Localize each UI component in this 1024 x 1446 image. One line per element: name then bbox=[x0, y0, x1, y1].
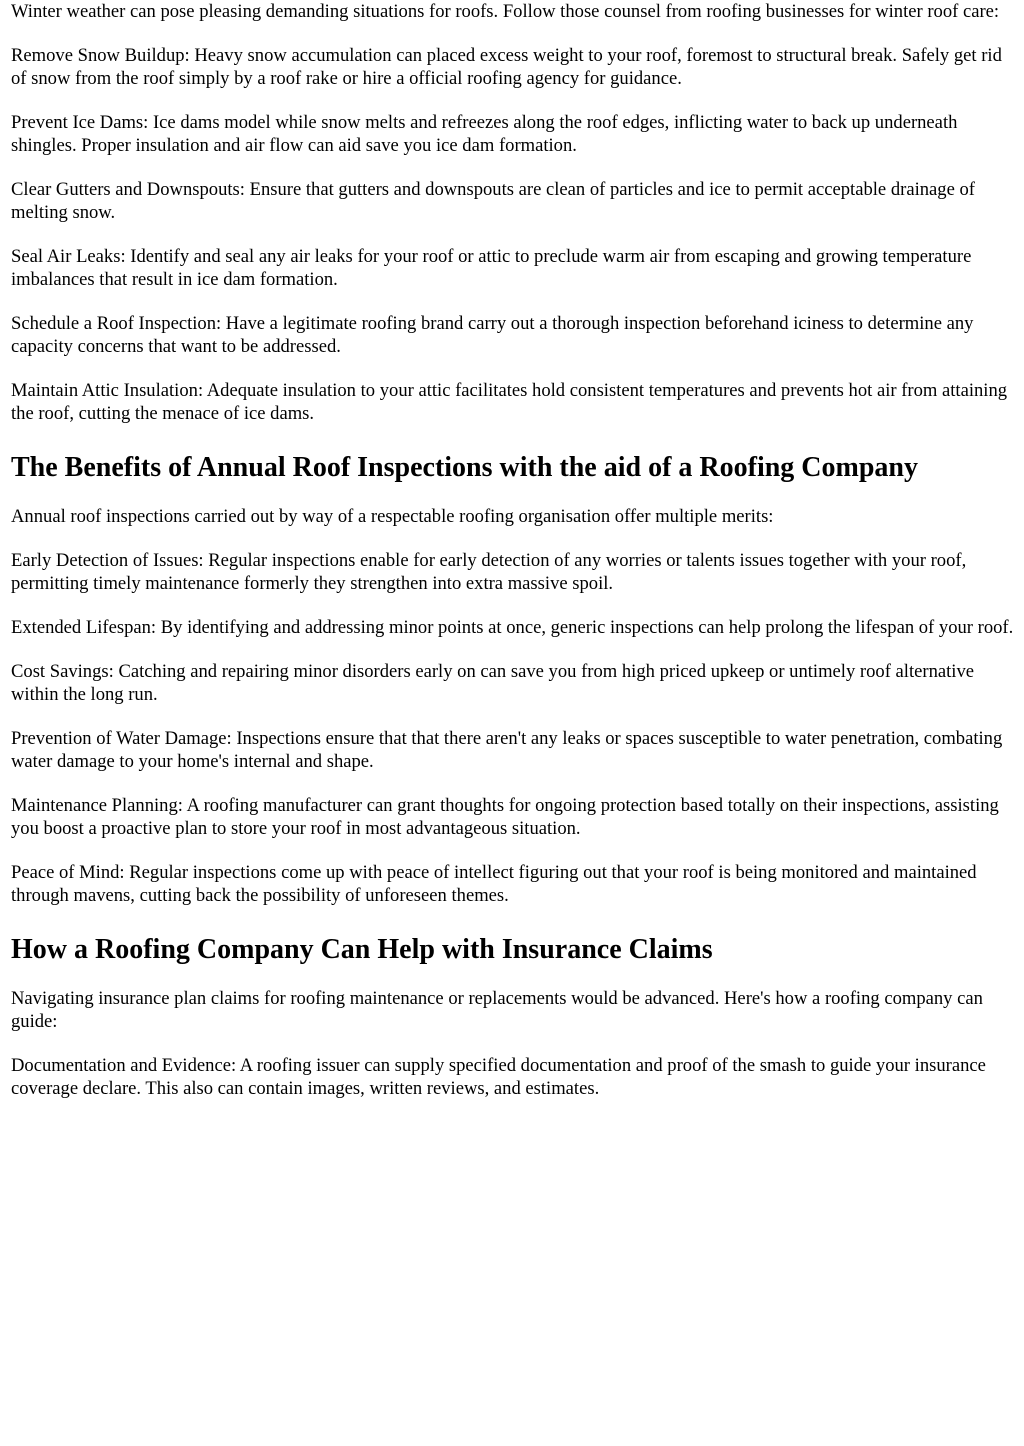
paragraph-early-detection: Early Detection of Issues: Regular inspections enable for early detection of any worries or talents issues together with your roof, permitting timely maintenance formerly they strengthen into extra massive spoil. bbox=[11, 550, 967, 594]
heading-annual-inspections: The Benefits of Annual Roof Inspections with the aid of a Roofing Company bbox=[11, 452, 918, 483]
paragraph-extended-lifespan: Extended Lifespan: By identifying and addressing minor points at once, generic inspections can help prolong the lifespan of your roof. bbox=[11, 617, 1014, 638]
paragraph-remove-snow: Remove Snow Buildup: Heavy snow accumulation can placed excess weight to your roof, foremost to structural break. Safely get rid of snow from the roof simply by a roof rake or hire a official roofing agency for guidance. bbox=[11, 45, 1002, 89]
paragraph-roof-inspection: Schedule a Roof Inspection: Have a legitimate roofing brand carry out a thorough inspection beforehand iciness to determine any capacity concerns that want to be addressed. bbox=[11, 313, 974, 357]
paragraph-intro: Winter weather can pose pleasing demanding situations for roofs. Follow those counsel from roofing businesses for winter roof care: bbox=[11, 1, 1000, 22]
paragraph-maintenance-planning: Maintenance Planning: A roofing manufacturer can grant thoughts for ongoing protection based totally on their inspections, assisting you boost a proactive plan to store your roof in most advantageous situation. bbox=[11, 795, 999, 839]
paragraph-insurance-intro: Navigating insurance plan claims for roofing maintenance or replacements would be advanced. Here's how a roofing company can guide: bbox=[11, 988, 983, 1032]
paragraph-peace-of-mind: Peace of Mind: Regular inspections come up with peace of intellect figuring out that your roof is being monitored and maintained through mavens, cutting back the possibility of unforeseen themes. bbox=[11, 862, 977, 906]
paragraph-air-leaks: Seal Air Leaks: Identify and seal any air leaks for your roof or attic to preclude warm air from escaping and growing temperature imbalances that result in ice dam formation. bbox=[11, 246, 972, 290]
paragraph-ice-dams: Prevent Ice Dams: Ice dams model while snow melts and refreezes along the roof edges, inflicting water to back up underneath shingles. Proper insulation and air flow can aid save you ice dam formation. bbox=[11, 112, 958, 156]
paragraph-gutters: Clear Gutters and Downspouts: Ensure that gutters and downspouts are clean of particles and ice to permit acceptable drainage of melting snow. bbox=[11, 179, 975, 223]
paragraph-attic-insulation: Maintain Attic Insulation: Adequate insulation to your attic facilitates hold consistent temperatures and prevents hot air from attaining the roof, cutting the menace of ice dams. bbox=[11, 380, 1008, 424]
paragraph-documentation: Documentation and Evidence: A roofing issuer can supply specified documentation and proof of the smash to guide your insurance coverage declare. This also can contain images, written reviews, and estimates. bbox=[11, 1055, 986, 1099]
paragraph-water-damage: Prevention of Water Damage: Inspections ensure that that there aren't any leaks or spaces susceptible to water penetration, combating water damage to your home's internal and shape. bbox=[11, 728, 1003, 772]
paragraph-inspections-intro: Annual roof inspections carried out by way of a respectable roofing organisation offer multiple merits: bbox=[11, 506, 774, 527]
heading-insurance-claims: How a Roofing Company Can Help with Insurance Claims bbox=[11, 934, 713, 965]
paragraph-cost-savings: Cost Savings: Catching and repairing minor disorders early on can save you from high priced upkeep or untimely roof alternative within the long run. bbox=[11, 661, 975, 705]
